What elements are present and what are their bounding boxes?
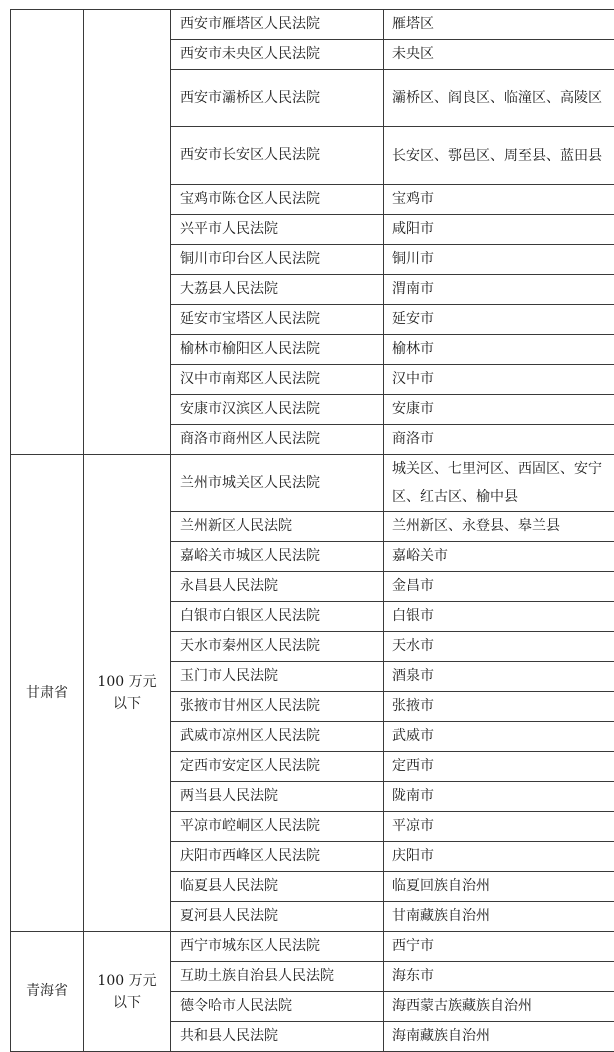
jurisdiction-area-cell: 陇南市: [384, 782, 614, 812]
court-name-cell: 安康市汉滨区人民法院: [171, 395, 384, 425]
jurisdiction-area-cell: 临夏回族自治州: [384, 872, 614, 902]
table-row: [11, 455, 614, 512]
court-name-cell: 西安市灞桥区人民法院: [171, 70, 384, 127]
jurisdiction-area-cell: 雁塔区: [384, 10, 614, 40]
jurisdiction-area-cell: 宝鸡市: [384, 185, 614, 215]
court-name-cell: 兰州新区人民法院: [171, 512, 384, 542]
jurisdiction-area-cell: 平凉市: [384, 812, 614, 842]
jurisdiction-area-cell: 海东市: [384, 962, 614, 992]
amount-line-2: 以下: [84, 693, 170, 715]
jurisdiction-area-cell: 安康市: [384, 395, 614, 425]
jurisdiction-area-cell: 西宁市: [384, 932, 614, 962]
court-name-cell: 兰州市城关区人民法院: [171, 455, 384, 512]
court-name-cell: 两当县人民法院: [171, 782, 384, 812]
jurisdiction-area-cell: 汉中市: [384, 365, 614, 395]
jurisdiction-area-cell: 渭南市: [384, 275, 614, 305]
province-cell: 青海省: [11, 932, 84, 1052]
court-name-cell: 永昌县人民法院: [171, 572, 384, 602]
jurisdiction-area-cell: 兰州新区、永登县、皋兰县: [384, 512, 614, 542]
table-row: [11, 10, 614, 40]
court-name-cell: 平凉市崆峒区人民法院: [171, 812, 384, 842]
jurisdiction-area-cell: 长安区、鄠邑区、周至县、蓝田县: [384, 127, 614, 185]
court-name-cell: 互助土族自治县人民法院: [171, 962, 384, 992]
court-name-cell: 大荔县人民法院: [171, 275, 384, 305]
court-name-cell: 铜川市印台区人民法院: [171, 245, 384, 275]
jurisdiction-area-cell: 海西蒙古族藏族自治州: [384, 992, 614, 1022]
jurisdiction-area-cell: 城关区、七里河区、西固区、安宁区、红古区、榆中县: [384, 455, 614, 512]
province-cell: [11, 10, 84, 455]
amount-cell: [84, 10, 171, 455]
court-name-cell: 德令哈市人民法院: [171, 992, 384, 1022]
jurisdiction-area-cell: 商洛市: [384, 425, 614, 455]
jurisdiction-area-cell: 未央区: [384, 40, 614, 70]
jurisdiction-area-cell: 武威市: [384, 722, 614, 752]
jurisdiction-area-cell: 榆林市: [384, 335, 614, 365]
table-row: [11, 932, 614, 962]
court-name-cell: 汉中市南郑区人民法院: [171, 365, 384, 395]
amount-cell: [84, 455, 171, 932]
court-name-cell: 榆林市榆阳区人民法院: [171, 335, 384, 365]
jurisdiction-area-cell: 金昌市: [384, 572, 614, 602]
court-name-cell: 夏河县人民法院: [171, 902, 384, 932]
court-name-cell: 兴平市人民法院: [171, 215, 384, 245]
jurisdiction-area-cell: 海南藏族自治州: [384, 1022, 614, 1052]
jurisdiction-area-cell: 白银市: [384, 602, 614, 632]
court-name-cell: 庆阳市西峰区人民法院: [171, 842, 384, 872]
court-name-cell: 西安市未央区人民法院: [171, 40, 384, 70]
jurisdiction-area-cell: 天水市: [384, 632, 614, 662]
court-name-cell: 武威市凉州区人民法院: [171, 722, 384, 752]
court-name-cell: 白银市白银区人民法院: [171, 602, 384, 632]
court-name-cell: 天水市秦州区人民法院: [171, 632, 384, 662]
jurisdiction-area-cell: 张掖市: [384, 692, 614, 722]
court-name-cell: 定西市安定区人民法院: [171, 752, 384, 782]
jurisdiction-area-cell: 铜川市: [384, 245, 614, 275]
court-name-cell: 共和县人民法院: [171, 1022, 384, 1052]
jurisdiction-area-cell: 甘南藏族自治州: [384, 902, 614, 932]
court-jurisdiction-table: [10, 9, 614, 1052]
jurisdiction-area-cell: 咸阳市: [384, 215, 614, 245]
court-name-cell: 嘉峪关市城区人民法院: [171, 542, 384, 572]
court-name-cell: 延安市宝塔区人民法院: [171, 305, 384, 335]
court-name-cell: 玉门市人民法院: [171, 662, 384, 692]
court-name-cell: 西安市长安区人民法院: [171, 127, 384, 185]
court-name-cell: 西宁市城东区人民法院: [171, 932, 384, 962]
jurisdiction-area-cell: 灞桥区、阎良区、临潼区、高陵区: [384, 70, 614, 127]
court-name-cell: 商洛市商州区人民法院: [171, 425, 384, 455]
court-name-cell: 西安市雁塔区人民法院: [171, 10, 384, 40]
court-name-cell: 临夏县人民法院: [171, 872, 384, 902]
jurisdiction-area-cell: 延安市: [384, 305, 614, 335]
amount-line-1: 100 万元: [84, 671, 170, 693]
jurisdiction-area-cell: 酒泉市: [384, 662, 614, 692]
court-name-cell: 宝鸡市陈仓区人民法院: [171, 185, 384, 215]
amount-line-1: 100 万元: [84, 970, 170, 992]
amount-cell: [84, 932, 171, 1052]
jurisdiction-area-cell: 嘉峪关市: [384, 542, 614, 572]
jurisdiction-area-cell: 定西市: [384, 752, 614, 782]
province-cell: 甘肃省: [11, 455, 84, 932]
jurisdiction-area-cell: 庆阳市: [384, 842, 614, 872]
court-name-cell: 张掖市甘州区人民法院: [171, 692, 384, 722]
amount-line-2: 以下: [84, 992, 170, 1014]
